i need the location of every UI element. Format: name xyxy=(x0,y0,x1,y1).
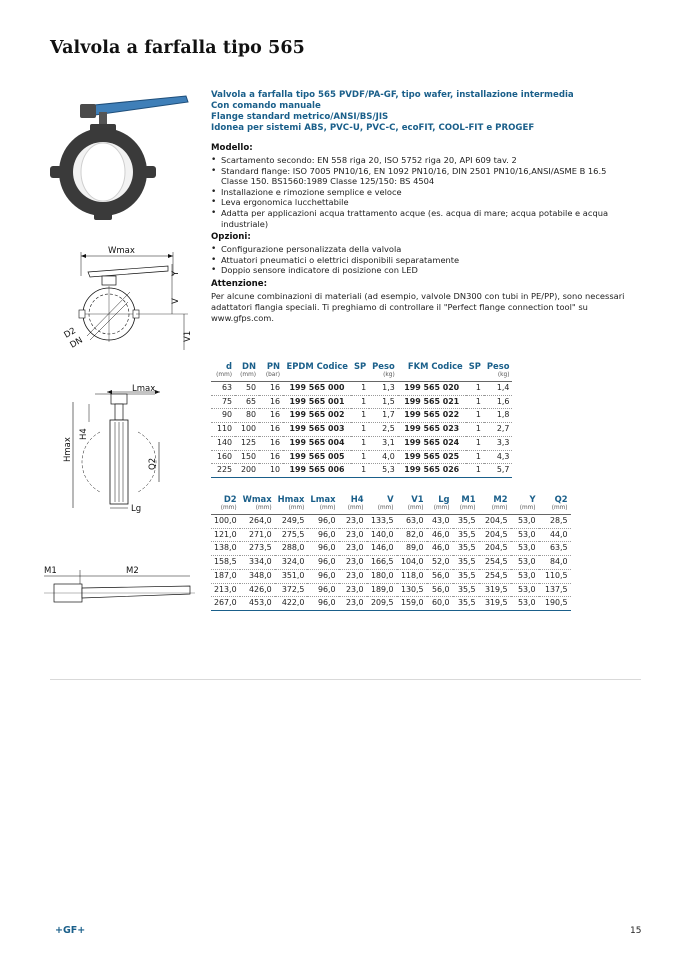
column-header: Peso xyxy=(486,361,510,371)
table-cell: 16 xyxy=(259,382,283,396)
modello-heading: Modello: xyxy=(211,143,253,153)
column-unit: (kg) xyxy=(369,371,398,382)
column-unit: (mm) xyxy=(339,504,367,515)
table-cell: 53,0 xyxy=(511,542,539,556)
table-cell: 137,5 xyxy=(539,583,571,597)
column-unit: (mm) xyxy=(235,371,259,382)
table-cell: 130,5 xyxy=(397,583,427,597)
opzioni-heading: Opzioni: xyxy=(211,232,251,243)
column-header: V xyxy=(387,494,394,504)
list-item: • Configurazione personalizzata della valvola xyxy=(211,244,631,255)
table-row xyxy=(211,597,571,611)
column-unit: (mm) xyxy=(275,504,308,515)
column-header: FKM Codice xyxy=(407,361,463,371)
table-cell: 138,0 xyxy=(211,542,240,556)
table-cell: 146,0 xyxy=(367,542,397,556)
table-cell: 46,0 xyxy=(427,528,453,542)
table-cell: 1,5 xyxy=(369,395,398,409)
table-cell: 351,0 xyxy=(275,569,308,583)
table-cell: 96,0 xyxy=(307,583,338,597)
table-row xyxy=(211,556,571,570)
table-row xyxy=(211,583,571,597)
side-view-drawing xyxy=(55,380,175,515)
list-item: • Scartamento secondo: EN 558 riga 20, ISO 5752 riga 20, API 609 tav. 2 xyxy=(211,155,631,166)
dim-label-v: V xyxy=(171,298,181,304)
table-cell: 199 565 006 xyxy=(283,464,351,478)
column-unit: (mm) xyxy=(479,504,511,515)
table-cell: 63 xyxy=(211,382,235,396)
table-cell: 160 xyxy=(211,450,235,464)
table-cell: 118,0 xyxy=(397,569,427,583)
table-cell: 23,0 xyxy=(339,583,367,597)
table-cell: 44,0 xyxy=(539,528,571,542)
table-cell: 35,5 xyxy=(453,597,479,611)
table-row xyxy=(211,542,571,556)
table-cell: 140 xyxy=(211,436,235,450)
table-cell: 1 xyxy=(351,423,369,437)
table-cell: 110,5 xyxy=(539,569,571,583)
subtitle-line: Idonea per sistemi ABS, PVC-U, PVC-C, ecoFIT, COOL-FIT e PROGEF xyxy=(211,123,535,133)
dim-label-dn: DN xyxy=(68,335,85,351)
table-cell: 23,0 xyxy=(339,556,367,570)
table-cell: 43,0 xyxy=(427,515,453,529)
table-cell: 53,0 xyxy=(511,515,539,529)
table-cell: 199 565 020 xyxy=(398,382,466,396)
table-cell: 187,0 xyxy=(211,569,240,583)
column-unit: (mm) xyxy=(511,504,539,515)
table-cell: 53,0 xyxy=(511,556,539,570)
table-row xyxy=(211,436,512,450)
table-cell: 199 565 024 xyxy=(398,436,466,450)
table-cell: 1 xyxy=(351,436,369,450)
dim-label-q2: Q2 xyxy=(148,457,158,470)
dim-label-m1: M1 xyxy=(44,566,57,576)
table-cell: 35,5 xyxy=(453,515,479,529)
dimensions-table xyxy=(211,494,571,611)
divider xyxy=(50,679,641,680)
table-cell: 1,6 xyxy=(484,395,513,409)
table-cell: 271,0 xyxy=(240,528,275,542)
table-row xyxy=(211,450,512,464)
table-cell: 5,3 xyxy=(369,464,398,478)
list-item: • Standard flange: ISO 7005 PN10/16, EN 1092 PN10/16, DIN 2501 PN10/16,ANSI/ASME B 16.5 Classe 150. BS1560:1989 Classe 125/150: BS 4504 xyxy=(211,166,631,187)
column-header: M2 xyxy=(493,494,508,504)
column-unit: (mm) xyxy=(539,504,571,515)
table-cell: 82,0 xyxy=(397,528,427,542)
table-cell: 159,0 xyxy=(397,597,427,611)
table-cell: 63,0 xyxy=(397,515,427,529)
table-cell: 28,5 xyxy=(539,515,571,529)
column-unit: (mm) xyxy=(211,504,240,515)
table-cell: 199 565 025 xyxy=(398,450,466,464)
subtitle-line: Flange standard metrico/ANSI/BS/JIS xyxy=(211,112,389,122)
valve-product-image xyxy=(44,86,194,234)
table-cell: 35,5 xyxy=(453,542,479,556)
table-cell: 254,5 xyxy=(479,556,511,570)
table-cell: 348,0 xyxy=(240,569,275,583)
table-cell: 4,0 xyxy=(369,450,398,464)
list-item: • Adatta per applicazioni acqua trattamento acque (es. acqua di mare; acqua potabile e acqua industriale) xyxy=(211,208,631,229)
table-cell: 199 565 021 xyxy=(398,395,466,409)
table-cell: 1 xyxy=(351,450,369,464)
table-cell: 96,0 xyxy=(307,597,338,611)
table-cell: 319,5 xyxy=(479,597,511,611)
table-cell: 1 xyxy=(351,409,369,423)
column-unit: (mm) xyxy=(240,504,275,515)
column-header: D2 xyxy=(223,494,237,504)
column-unit: (kg) xyxy=(484,371,513,382)
gf-logo: +GF+ xyxy=(55,925,86,936)
table-cell: 204,5 xyxy=(479,515,511,529)
column-unit: (mm) xyxy=(397,504,427,515)
table-cell: 199 565 003 xyxy=(283,423,351,437)
column-unit xyxy=(398,371,466,382)
table-cell: 89,0 xyxy=(397,542,427,556)
table-cell: 199 565 022 xyxy=(398,409,466,423)
table-cell: 180,0 xyxy=(367,569,397,583)
dim-label-h4: H4 xyxy=(79,428,89,440)
table-row xyxy=(211,382,512,396)
table-cell: 10 xyxy=(259,464,283,478)
table-row xyxy=(211,464,512,478)
table-cell: 35,5 xyxy=(453,556,479,570)
table-cell: 140,0 xyxy=(367,528,397,542)
table-cell: 199 565 004 xyxy=(283,436,351,450)
list-item: • Attuatori pneumatici o elettrici disponibili separatamente xyxy=(211,255,631,266)
table-row xyxy=(211,515,571,529)
table-cell: 319,5 xyxy=(479,583,511,597)
column-unit: (mm) xyxy=(211,371,235,382)
page-number: 15 xyxy=(630,926,642,936)
attenzione-text: Per alcune combinazioni di materiali (ad esempio, valvole DN300 con tubi in PE/PP), sono necessari adattatori flangia speciali. Ti preghiamo di controllare il "Perfect flange connection tool" su www.gfps.com. xyxy=(211,290,625,323)
column-header: DN xyxy=(242,361,256,371)
table-cell: 199 565 001 xyxy=(283,395,351,409)
list-item: • Doppio sensore indicatore di posizione con LED xyxy=(211,265,631,276)
table-cell: 100,0 xyxy=(211,515,240,529)
subtitle-line: Valvola a farfalla tipo 565 PVDF/PA-GF, tipo wafer, installazione intermedia xyxy=(211,90,574,100)
table-cell: 23,0 xyxy=(339,542,367,556)
table-cell: 16 xyxy=(259,450,283,464)
table-cell: 2,5 xyxy=(369,423,398,437)
table-row xyxy=(211,409,512,423)
table-cell: 3,1 xyxy=(369,436,398,450)
table-cell: 53,0 xyxy=(511,597,539,611)
table-cell: 53,0 xyxy=(511,583,539,597)
table-cell: 5,7 xyxy=(484,464,513,478)
product-description xyxy=(211,90,631,324)
table-cell: 1 xyxy=(466,395,484,409)
column-header: Lmax xyxy=(310,494,336,504)
column-unit: (mm) xyxy=(427,504,453,515)
table-cell: 1 xyxy=(466,450,484,464)
table-cell: 84,0 xyxy=(539,556,571,570)
table-cell: 60,0 xyxy=(427,597,453,611)
column-unit: (mm) xyxy=(367,504,397,515)
top-view-drawing xyxy=(40,562,200,610)
column-header: V1 xyxy=(411,494,424,504)
modello-section xyxy=(211,143,631,229)
dim-label-m2: M2 xyxy=(126,566,139,576)
table-cell: 324,0 xyxy=(275,556,308,570)
list-item: • Installazione e rimozione semplice e veloce xyxy=(211,187,631,198)
table-cell: 288,0 xyxy=(275,542,308,556)
table-cell: 1 xyxy=(466,464,484,478)
subtitle-line: Con comando manuale xyxy=(211,101,321,111)
table-cell: 199 565 002 xyxy=(283,409,351,423)
table-cell: 104,0 xyxy=(397,556,427,570)
table-cell: 275,5 xyxy=(275,528,308,542)
table-cell: 16 xyxy=(259,395,283,409)
column-header: H4 xyxy=(350,494,364,504)
column-header: Lg xyxy=(438,494,450,504)
column-unit: (mm) xyxy=(453,504,479,515)
table-cell: 1 xyxy=(466,423,484,437)
table-cell: 334,0 xyxy=(240,556,275,570)
list-item: • Leva ergonomica lucchettabile xyxy=(211,197,631,208)
table-cell: 90 xyxy=(211,409,235,423)
table-cell: 199 565 026 xyxy=(398,464,466,478)
table-cell: 204,5 xyxy=(479,542,511,556)
table-cell: 273,5 xyxy=(240,542,275,556)
table-cell: 96,0 xyxy=(307,556,338,570)
table-cell: 199 565 000 xyxy=(283,382,351,396)
dim-label-y: Y xyxy=(171,270,181,276)
product-subtitles xyxy=(211,90,631,134)
table-cell: 1 xyxy=(351,395,369,409)
column-header: M1 xyxy=(461,494,476,504)
table-cell: 1 xyxy=(466,436,484,450)
table-cell: 80 xyxy=(235,409,259,423)
table-cell: 1,4 xyxy=(484,382,513,396)
table-cell: 209,5 xyxy=(367,597,397,611)
table-cell: 125 xyxy=(235,436,259,450)
table-cell: 35,5 xyxy=(453,528,479,542)
table-cell: 63,5 xyxy=(539,542,571,556)
front-view-drawing xyxy=(50,246,200,354)
table-cell: 199 565 005 xyxy=(283,450,351,464)
table-cell: 16 xyxy=(259,423,283,437)
table-row xyxy=(211,569,571,583)
table-cell: 267,0 xyxy=(211,597,240,611)
table-cell: 190,5 xyxy=(539,597,571,611)
column-header: Hmax xyxy=(277,494,305,504)
table-cell: 1,7 xyxy=(369,409,398,423)
table-cell: 23,0 xyxy=(339,569,367,583)
table-cell: 56,0 xyxy=(427,569,453,583)
table-cell: 264,0 xyxy=(240,515,275,529)
dim-label-d2: D2 xyxy=(62,325,78,341)
column-unit xyxy=(283,371,351,382)
table-cell: 53,0 xyxy=(511,528,539,542)
table-cell: 204,5 xyxy=(479,528,511,542)
table-cell: 453,0 xyxy=(240,597,275,611)
table-cell: 1,8 xyxy=(484,409,513,423)
table-cell: 110 xyxy=(211,423,235,437)
table-row xyxy=(211,423,512,437)
table-cell: 1 xyxy=(351,464,369,478)
table-cell: 4,3 xyxy=(484,450,513,464)
table-cell: 16 xyxy=(259,436,283,450)
table-cell: 46,0 xyxy=(427,542,453,556)
table-cell: 96,0 xyxy=(307,528,338,542)
table-cell: 200 xyxy=(235,464,259,478)
table-cell: 23,0 xyxy=(339,528,367,542)
table-cell: 150 xyxy=(235,450,259,464)
table-cell: 213,0 xyxy=(211,583,240,597)
table-cell: 249,5 xyxy=(275,515,308,529)
table-cell: 1 xyxy=(466,409,484,423)
column-header: Q2 xyxy=(554,494,568,504)
table-cell: 1 xyxy=(351,382,369,396)
table-cell: 3,3 xyxy=(484,436,513,450)
codes-table xyxy=(211,361,512,478)
table-row xyxy=(211,528,571,542)
column-header: SP xyxy=(354,361,367,371)
table-cell: 199 565 023 xyxy=(398,423,466,437)
table-cell: 2,7 xyxy=(484,423,513,437)
table-cell: 189,0 xyxy=(367,583,397,597)
table-cell: 133,5 xyxy=(367,515,397,529)
column-header: SP xyxy=(468,361,481,371)
table-cell: 52,0 xyxy=(427,556,453,570)
table-cell: 65 xyxy=(235,395,259,409)
table-cell: 53,0 xyxy=(511,569,539,583)
column-unit xyxy=(351,371,369,382)
column-header: EPDM Codice xyxy=(286,361,348,371)
table-cell: 100 xyxy=(235,423,259,437)
column-header: Y xyxy=(529,494,536,504)
attenzione-section xyxy=(211,279,631,324)
table-cell: 35,5 xyxy=(453,569,479,583)
column-header: d xyxy=(226,361,232,371)
column-unit: (bar) xyxy=(259,371,283,382)
dim-label-hmax: Hmax xyxy=(63,437,73,462)
table-cell: 96,0 xyxy=(307,569,338,583)
dim-label-v1: V1 xyxy=(183,330,193,342)
dim-label-lg: Lg xyxy=(131,504,142,514)
column-unit xyxy=(466,371,484,382)
table-cell: 1 xyxy=(466,382,484,396)
table-cell: 23,0 xyxy=(339,597,367,611)
column-header: PN xyxy=(266,361,280,371)
table-cell: 35,5 xyxy=(453,583,479,597)
attenzione-heading: Attenzione: xyxy=(211,278,268,289)
dimensions-table-body xyxy=(211,515,571,611)
page-title: Valvola a farfalla tipo 565 xyxy=(50,38,305,58)
column-header: Peso xyxy=(372,361,395,371)
dim-label-wmax: Wmax xyxy=(108,246,135,256)
table-cell: 16 xyxy=(259,409,283,423)
table-cell: 56,0 xyxy=(427,583,453,597)
table-cell: 158,5 xyxy=(211,556,240,570)
table-cell: 96,0 xyxy=(307,515,338,529)
table-cell: 422,0 xyxy=(275,597,308,611)
table-row xyxy=(211,395,512,409)
dim-label-lmax: Lmax xyxy=(132,384,156,394)
table-cell: 254,5 xyxy=(479,569,511,583)
table-cell: 225 xyxy=(211,464,235,478)
column-header: Wmax xyxy=(242,494,272,504)
table-cell: 50 xyxy=(235,382,259,396)
table-cell: 121,0 xyxy=(211,528,240,542)
table-cell: 166,5 xyxy=(367,556,397,570)
table-cell: 75 xyxy=(211,395,235,409)
table-cell: 372,5 xyxy=(275,583,308,597)
column-unit: (mm) xyxy=(307,504,338,515)
opzioni-section xyxy=(211,232,631,276)
table-cell: 96,0 xyxy=(307,542,338,556)
table-cell: 426,0 xyxy=(240,583,275,597)
table-cell: 1,3 xyxy=(369,382,398,396)
table-cell: 23,0 xyxy=(339,515,367,529)
codes-table-body xyxy=(211,382,512,478)
